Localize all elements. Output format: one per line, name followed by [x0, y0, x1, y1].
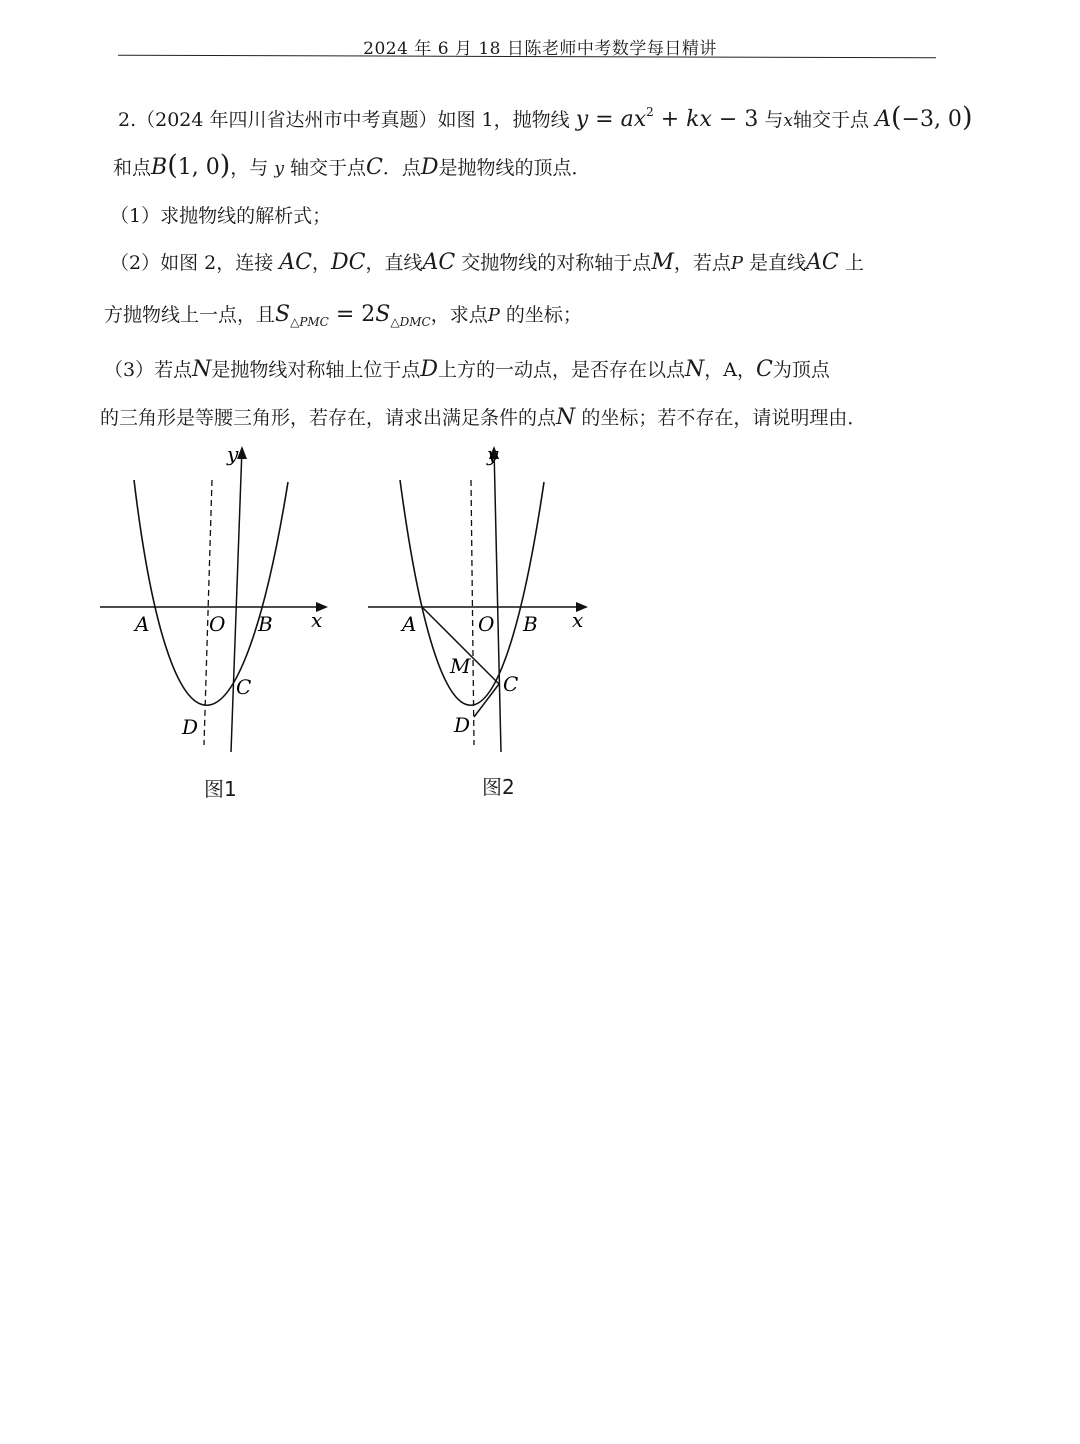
- figure-2-caption: 图2: [482, 775, 515, 799]
- label-b: B: [523, 612, 538, 636]
- text-on-axis: 是抛物线对称轴上位于点: [211, 359, 421, 381]
- label-x: x: [311, 608, 323, 632]
- question-2-line-2: [104, 304, 582, 328]
- q3-lead-2: 的三角形是等腰三角形，若存在，请求出满足条件的点: [100, 407, 557, 429]
- text-moving-point: 上方的一动点，是否存在以点: [438, 359, 686, 381]
- label-o: O: [478, 612, 495, 636]
- label-c: C: [503, 672, 519, 696]
- question-1: （1）求抛物线的解析式；: [110, 205, 332, 227]
- point-n-2: N: [685, 357, 705, 382]
- point-n: N: [192, 357, 212, 382]
- text-and-point: 和点: [113, 157, 152, 179]
- eq-two: = 2: [328, 302, 376, 327]
- point-d-2: D: [420, 357, 438, 382]
- q3-lead: （3）若点: [104, 359, 193, 381]
- point-c: C: [366, 155, 383, 180]
- eq-k: k: [686, 107, 700, 132]
- eq-equals: =: [588, 107, 621, 132]
- axis-x-symbol: x: [783, 111, 794, 131]
- axis-y-symbol: y: [274, 159, 284, 179]
- eq-plus: +: [653, 107, 687, 132]
- eq-x2: x: [699, 107, 712, 132]
- text-vertex: 是抛物线的顶点．: [438, 157, 591, 179]
- label-c: C: [236, 675, 252, 699]
- segment-ac-3: AC: [806, 250, 839, 275]
- label-m: M: [450, 654, 471, 678]
- y-axis-arrow: [237, 446, 247, 459]
- text-point: ．点: [382, 157, 421, 179]
- text-find-point: ，求点: [430, 304, 488, 326]
- point-d: D: [420, 155, 439, 180]
- figure-1: [90, 440, 340, 770]
- page-header-title: 2024 年 6 月 18 日陈老师中考数学每日精讲: [363, 39, 717, 59]
- label-o: O: [209, 612, 226, 636]
- y-axis: [494, 448, 501, 752]
- eq-minus-3: − 3: [711, 107, 759, 132]
- segment-ac-2: AC: [422, 250, 456, 275]
- paren-close: ): [219, 150, 231, 181]
- point-p-2: P: [487, 305, 500, 326]
- question-3-line-2: [100, 407, 866, 429]
- text-coords: 的坐标；: [505, 304, 582, 326]
- figure-2: [360, 440, 600, 770]
- area-s2-subscript: △DMC: [390, 315, 431, 329]
- text-intersect-axis: 交抛物线的对称轴于点: [461, 252, 652, 274]
- q2-lead: （2）如图 2，连接: [110, 252, 274, 274]
- text-line: ，直线: [365, 252, 423, 274]
- area-s1-subscript: △PMC: [290, 315, 329, 329]
- paren-open: (: [167, 150, 178, 181]
- problem-line-2: [113, 152, 591, 179]
- figure-1-caption: 图1: [204, 777, 237, 801]
- label-a: A: [135, 612, 150, 636]
- point-b: B: [151, 155, 168, 180]
- question-3-line-1: [104, 359, 830, 381]
- text-axis-intersect: 轴交于点: [289, 157, 366, 179]
- point-n-3: N: [556, 405, 576, 430]
- eq-x: x: [633, 107, 647, 132]
- text-as-vertex: 为顶点: [772, 359, 830, 381]
- text-with-y: ，与: [230, 157, 269, 179]
- text-a: ，A，: [704, 359, 756, 381]
- paren-close: ): [961, 102, 973, 133]
- label-y: y: [227, 442, 239, 466]
- y-axis: [231, 448, 242, 752]
- segment-ac: AC: [279, 250, 312, 275]
- point-a: A: [875, 107, 891, 132]
- comma: ，: [312, 252, 332, 274]
- text-axis-intersect: 轴交于点: [793, 109, 870, 131]
- text-if-point: ，若点: [673, 252, 731, 274]
- label-y: y: [487, 442, 499, 466]
- problem-line-1: [118, 104, 972, 131]
- question-2-line-1: [110, 252, 864, 274]
- area-s2: S: [375, 302, 391, 327]
- point-a-coords: −3, 0: [901, 107, 962, 132]
- eq-y: y: [575, 107, 589, 132]
- point-c-2: C: [756, 357, 773, 382]
- label-d: D: [454, 713, 471, 737]
- eq-a: a: [620, 107, 634, 132]
- area-s1: S: [275, 302, 291, 327]
- segment-dc: DC: [331, 250, 366, 275]
- point-p: P: [730, 253, 743, 274]
- text-is-line: 是直线: [749, 252, 807, 274]
- text-with: 与: [764, 109, 784, 131]
- text-above: 上: [844, 252, 864, 274]
- q2-lead-2: 方抛物线上一点，且: [104, 304, 276, 326]
- segment-dc-line: [474, 684, 499, 717]
- point-m: M: [651, 250, 674, 275]
- eq-exponent: 2: [646, 105, 654, 119]
- label-x: x: [572, 608, 584, 632]
- label-a: A: [402, 612, 417, 636]
- paren-open: (: [890, 102, 902, 133]
- problem-lead: 2.（2024 年四川省达州市中考真题）如图 1，抛物线: [118, 109, 570, 131]
- label-d: D: [182, 715, 199, 739]
- label-b: B: [258, 612, 273, 636]
- q3-tail: 的坐标；若不存在，请说明理由．: [581, 407, 867, 429]
- point-b-coords: 1, 0: [177, 155, 220, 180]
